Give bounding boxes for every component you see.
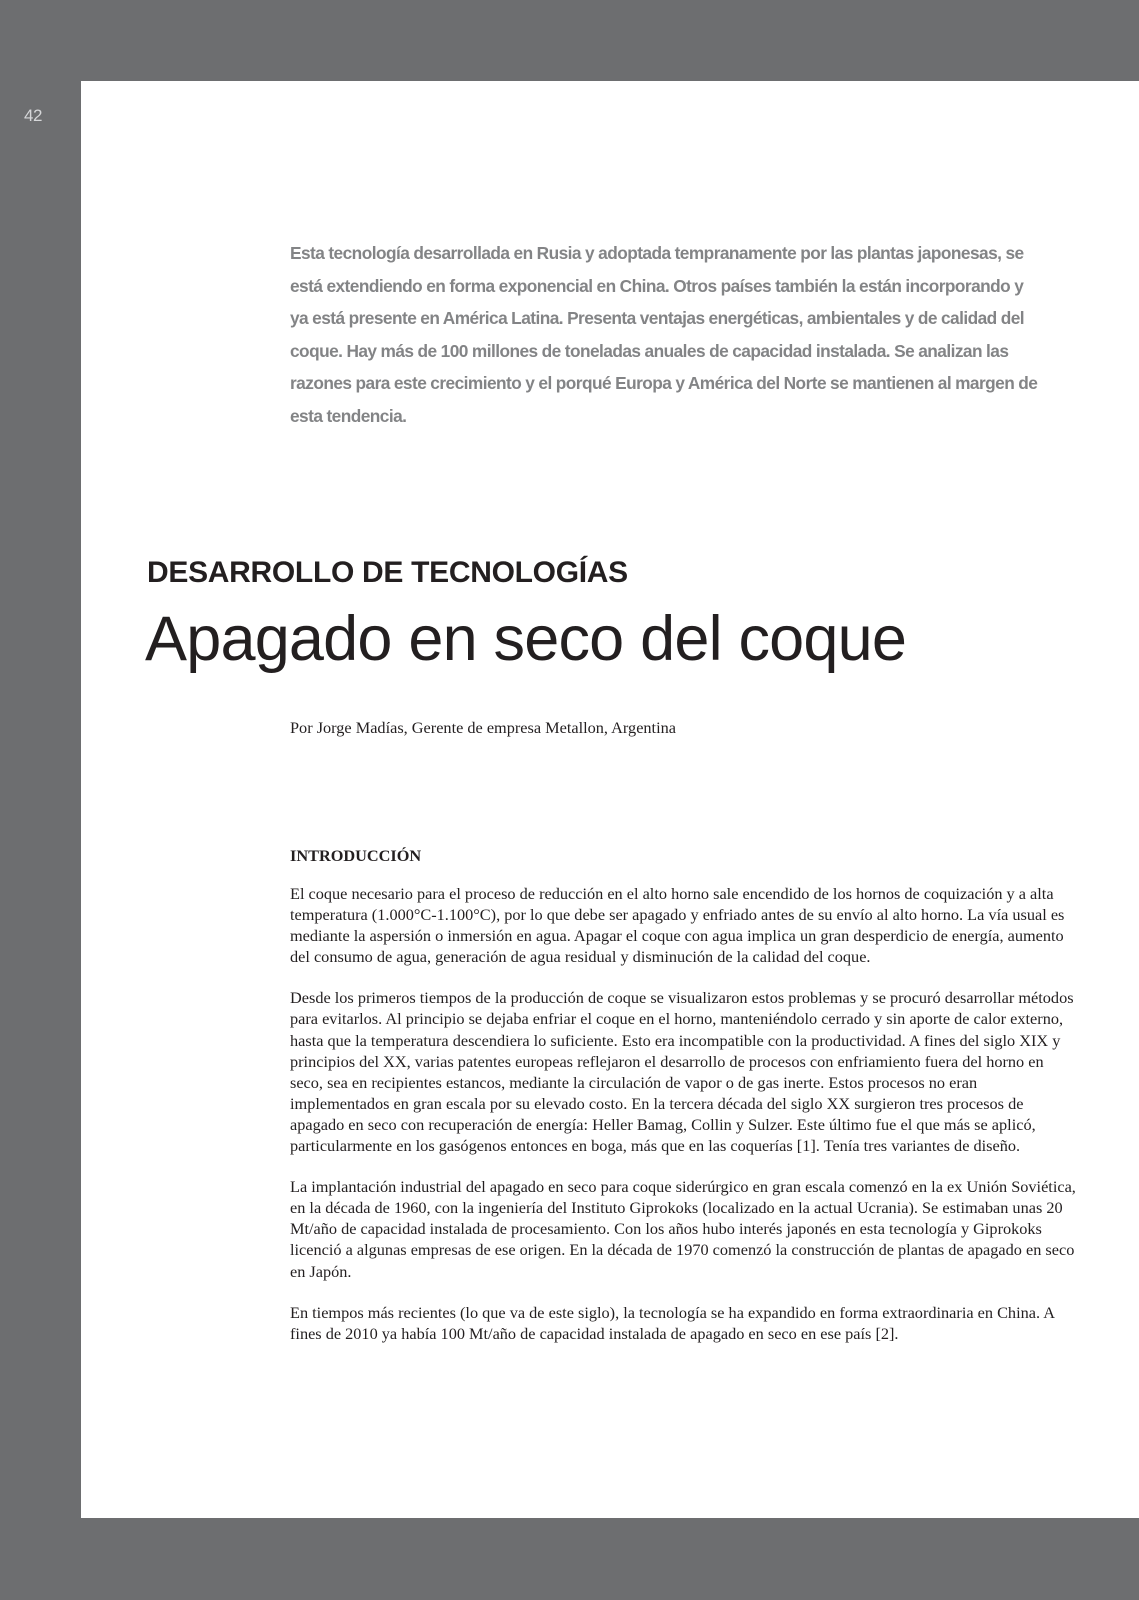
article-body [290,845,1080,1364]
article-title: Apagado en seco del coque [145,604,907,674]
paragraph: Desde los primeros tiempos de la producción de coque se visualizaron estos problemas y se procuró desarrollar métodos para evitarlos. Al principio se dejaba enfriar el coque en el horno, manteniéndolo cerrado y sin aporte de calor externo, hasta que la temperatura descendiera lo suficiente. Esto era incompatible con la productividad. A fines del siglo XIX y principios del XX, varias patentes europeas reflejaron el desarrollo de procesos con enfriamiento fuera del horno en seco, sea en recipientes estancos, mediante la circulación de vapor o de gas inerte. Estos procesos no eran implementados en gran escala por su elevado costo. En la tercera década del siglo XX surgieron tres procesos de apagado en seco con recuperación de energía: Heller Bamag, Collin y Sulzer. Este último fue el que más se aplicó, particularmente en los gasógenos entonces en boga, más que en las coquerías [1]. Tenía tres variantes de diseño. [290,988,1074,1156]
document-page [81,81,1139,1518]
page-number: 42 [24,106,42,125]
paragraph: La implantación industrial del apagado en seco para coque siderúrgico en gran escala comenzó en la ex Unión Soviética, en la década de 1960, con la ingeniería del Instituto Giprokoks (localizado en la actual Ucrania). Se estimaban unas 20 Mt/año de capacidad instalada de procesamiento. Con los años hubo interés japonés en esta tecnología y Giprokoks licenció a algunas empresas de ese origen. En la década de 1970 comenzó la construcción de plantas de apagado en seco en Japón. [290,1177,1076,1281]
section-heading: INTRODUCCIÓN [290,846,422,865]
abstract: Esta tecnología desarrollada en Rusia y adoptada tempranamente por las plantas japonesas, se está extendiendo en forma exponencial en China. Otros países también la están incorporando y ya está presente en América Latina. Presenta ventajas energéticas, ambientales y de calidad del coque. Hay más de 100 millones de toneladas anuales de capacidad instalada. Se analizan las razones para este crecimiento y el porqué Europa y América del Norte se mantienen al margen de esta tendencia. [290,243,1038,426]
paragraph: En tiempos más recientes (lo que va de este siglo), la tecnología se ha expandido en forma extraordinaria en China. A fines de 2010 ya había 100 Mt/año de capacidad instalada de apagado en seco en ese país [2]. [290,1302,1055,1343]
paragraph: El coque necesario para el proceso de reducción en el alto horno sale encendido de los hornos de coquización y a alta temperatura (1.000°C-1.100°C), por lo que debe ser apagado y enfriado antes de su envío al alto horno. La vía usual es mediante la aspersión o inmersión en agua. Apagar el coque con agua implica un gran desperdicio de energía, aumento del consumo de agua, generación de agua residual y disminución de la calidad del coque. [290,884,1065,967]
section-kicker: DESARROLLO DE TECNOLOGÍAS [147,556,628,589]
byline: Por Jorge Madías, Gerente de empresa Metallon, Argentina [290,718,676,737]
